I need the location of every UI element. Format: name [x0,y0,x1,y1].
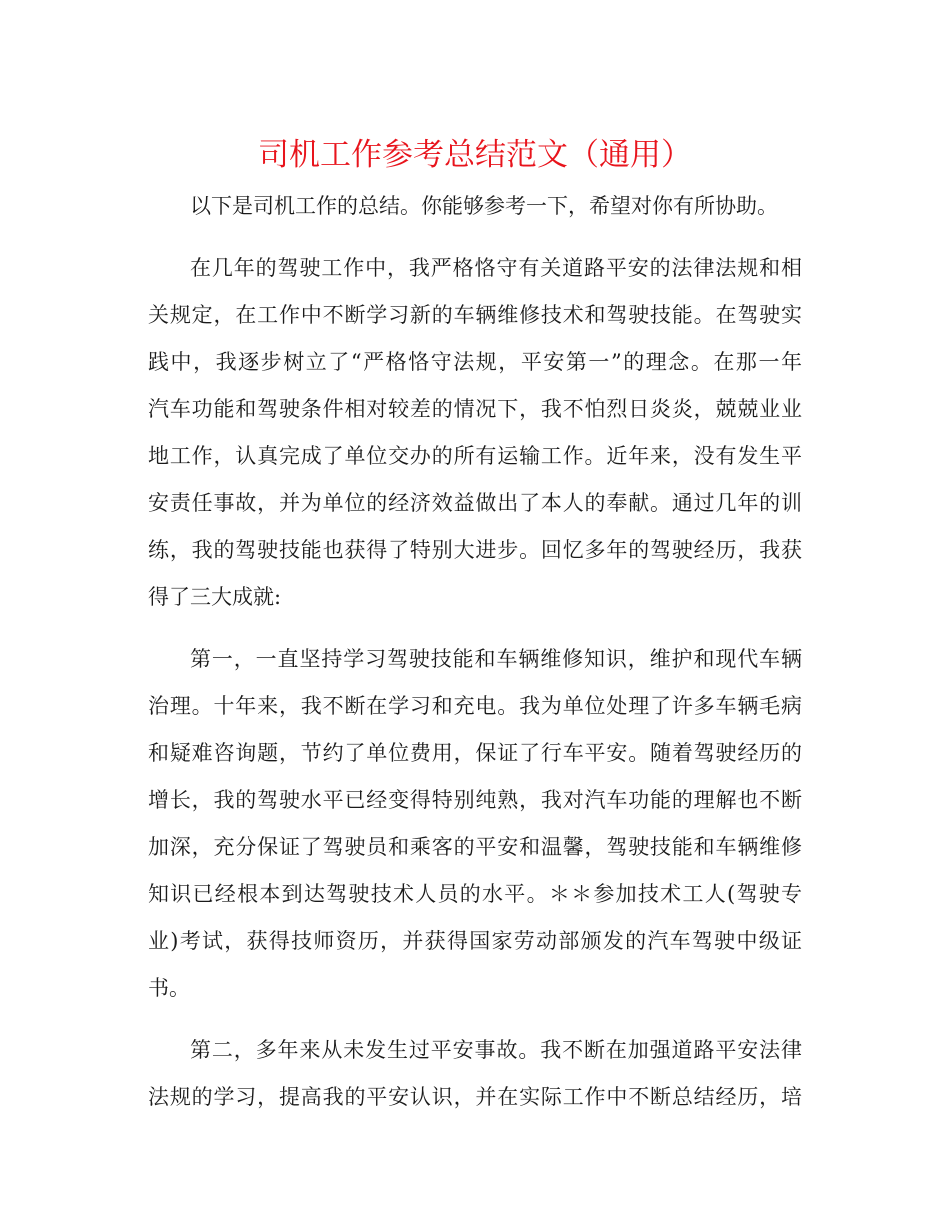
paragraph-2-line-3: 践中，我逐步树立了“严格恪守法规，平安第一”的理念。在那一年 [148,350,802,374]
paragraph-3-line-2: 治理。十年来，我不断在学习和充电。我为单位处理了许多车辆毛病 [148,694,802,718]
paragraph-3-line-6: 知识已经根本到达驾驶技术人员的水平。＊＊参加技术工人(驾驶专 [148,882,802,906]
paragraph-gap [148,235,802,250]
paragraph-3-line-5: 加深，充分保证了驾驶员和乘客的平安和温馨，驾驶技能和车辆维修 [148,835,802,859]
paragraph-4-line-2: 法规的学习，提高我的平安认识，并在实际工作中不断总结经历，培 [148,1085,802,1109]
paragraph-3-line-8: 书。 [148,976,190,1000]
document-body [148,188,802,1126]
paragraph-2-line-4: 汽车功能和驾驶条件相对较差的情况下，我不怕烈日炎炎，兢兢业业 [148,397,802,421]
paragraph-gap [148,626,802,641]
paragraph-3-line-1: 第一，一直坚持学习驾驶技能和车辆维修知识，维护和现代车辆 [190,647,802,671]
paragraph-2-line-6: 安责任事故，并为单位的经济效益做出了本人的奉献。通过几年的训 [148,491,802,515]
paragraph-4-line-1: 第二，多年来从未发生过平安事故。我不断在加强道路平安法律 [190,1038,802,1062]
paragraph-gap [148,1017,802,1032]
paragraph-3-line-7: 业)考试，获得技师资历，并获得国家劳动部颁发的汽车驾驶中级证 [148,929,802,953]
paragraph-2-line-8: 得了三大成就: [148,585,282,609]
paragraph-2-line-2: 关规定，在工作中不断学习新的车辆维修技术和驾驶技能。在驾驶实 [148,303,802,327]
document-title: 司机工作参考总结范文（通用） [258,137,692,173]
paragraph-1-line-1: 以下是司机工作的总结。你能够参考一下，希望对你有所协助。 [190,194,778,218]
paragraph-2-line-7: 练，我的驾驶技能也获得了特别大进步。回忆多年的驾驶经历，我获 [148,538,802,562]
paragraph-2-line-5: 地工作，认真完成了单位交办的所有运输工作。近年来，没有发生平 [148,444,802,468]
paragraph-3-line-3: 和疑难咨询题，节约了单位费用，保证了行车平安。随着驾驶经历的 [148,741,802,765]
paragraph-3-line-4: 增长，我的驾驶水平已经变得特别纯熟，我对汽车功能的理解也不断 [148,788,802,812]
paragraph-2-line-1: 在几年的驾驶工作中，我严格恪守有关道路平安的法律法规和相 [190,256,802,280]
